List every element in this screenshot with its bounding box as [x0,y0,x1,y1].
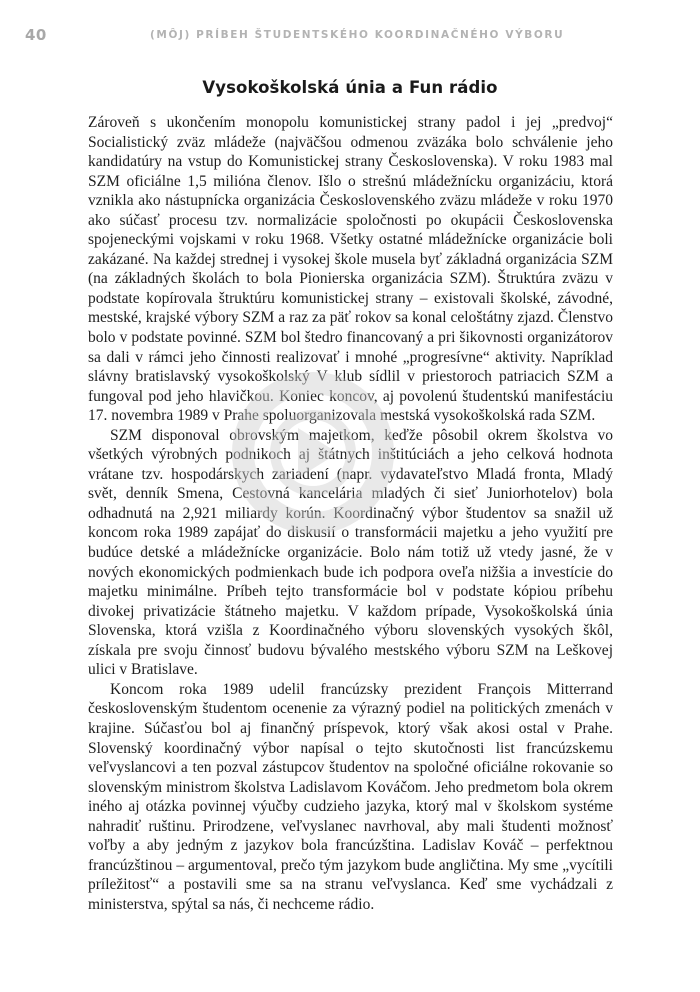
paragraph-1: Zároveň s ukončením monopolu komunistickej strany padol i jej „predvoj“ Socialistický zväz mládeže (najväčšou odmenou zväzáka bolo schválenie jeho kandidatúry na vstup do Komunistickej strany Československa). V roku 1983 mal SZM oficiálne 1,5 milióna členov. Išlo o strešnú mládežnícku organizáciu, ktorá vznikla ako nástupnícka organizácia Československého zväzu mládeže v roku 1970 ako súčasť procesu tzv. normalizácie spoločnosti po okupácii Československa spojeneckými vojskami v roku 1968. Všetky ostatné mládežnícke organizácie boli zakázané. Na každej strednej i vysokej škole musela byť základná organizácia SZM (na základných školách to bola Pionierska organizácia SZM). Štruktúra zväzu v podstate kopírovala štruktúru komunistickej strany – existovali školské, závodné, mestské, krajské výbory SZM a raz za päť rokov sa konal celoštátny zjazd. Členstvo bolo v podstate povinné. SZM bol štedro financovaný a pri šikovnosti organizátorov sa dali v rámci jeho činnosti realizovať i mnohé „progresívne“ aktivity. Napríklad slávny bratislavský vysokoškolský V klub sídlil v priestoroch patriacich SZM a fungoval pod jeho hlavičkou. Koniec koncov, aj povolenú študentskú manifestáciu 17. novembra 1989 v Prahe spoluorganizovala mestská vysokoškolská rada SZM. [88,114,613,425]
page-number: 40 [25,26,47,44]
paragraph-3: Koncom roka 1989 udelil francúzsky prezident François Mitterrand československým študentom ocenenie za výrazný podiel na politických zmenách v krajine. Súčasťou bol aj finančný príspevok, ktorý však akosi ostal v Prahe. Slovenský koordinačný výbor napísal o tejto skutočnosti list francúzskemu veľvyslancovi a ten pozval zástupcov študentov na spoločné oficiálne rokovanie so slovenským ministrom školstva Ladislavom Kováčom. Jeho predmetom bola okrem iného aj otázka povinnej výučby cudzieho jazyka, ktorý mal v školskom systéme nahradiť ruštinu. Prirodzene, veľvyslanec navrhoval, aby mali študenti možnosť voľby a aby jedným z jazykov bola francúzština. Ladislav Kováč – perfektnou francúzštinou – argumentoval, prečo tým jazykom bude angličtina. My sme „vycítili príležitosť“ a postavili sme sa na stranu veľvyslanca. Keď sme vychádzali z ministerstva, spýtal sa nás, či nechceme rádio. [88,680,613,913]
paragraph-2: SZM disponoval obrovským majetkom, keďže pôsobil okrem školstva vo všetkých výrobných podnikoch aj štátnych inštitúciách a jeho celková hodnota vrátane tzv. hospodárskych zariadení (napr. vydavateľstvo Mladá fronta, Mladý svět, denník Smena, Cestovná kancelária mladých či sieť Juniorhotelov) bola odhadnutá na 2,921 miliardy korún. Koordinačný výbor študentov sa snažil už koncom roka 1989 zapájať do diskusií o transformácii majetku a jeho využití pre budúce detské a mládežnícke organizácie. Bolo nám totiž už vtedy jasné, že v nových ekonomických podmienkach bude ich podpora oveľa nižšia a investície do majetku minimálne. Príbeh tejto transformácie bol v podstate kópiou príbehu divokej privatizácie štátneho majetku. V každom prípade, Vysokoškolská únia Slovenska, ktorá vzišla z Koordinačného výboru slovenských vysokých škôl, získala pre svoju činnosť budovu bývalého mestského výboru SZM na Leškovej ulici v Bratislave. [88,426,613,679]
page-header [0,0,700,70]
chapter-title: Vysokoškolská únia a Fun rádio [202,78,498,97]
running-head: (MÔJ) PRÍBEH ŠTUDENTSKÉHO KOORDINAČNÉHO VÝBORU [150,29,565,41]
body-text [88,113,613,914]
